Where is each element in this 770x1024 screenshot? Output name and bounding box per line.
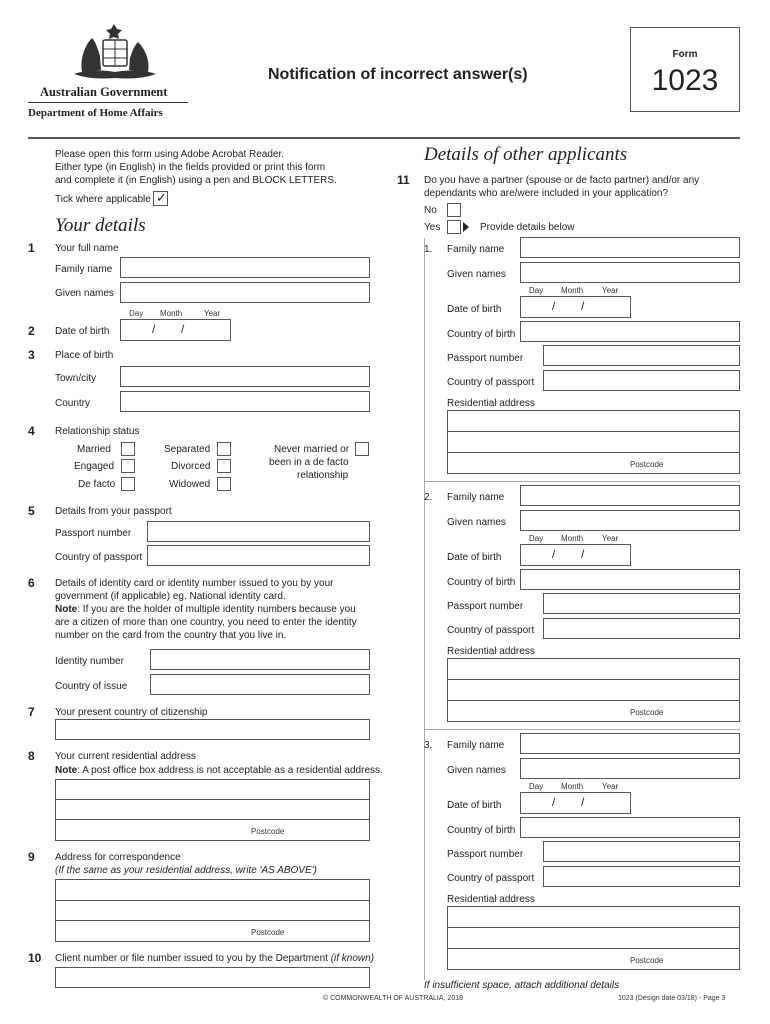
citizenship-input[interactable] — [55, 719, 370, 740]
q2-number: 2 — [28, 324, 35, 338]
applicant-1-residential-address-label: Residential address — [447, 398, 535, 409]
date-slash: / — [152, 322, 156, 336]
applicant-2-address-line-1[interactable] — [447, 658, 740, 680]
q7-label: Your present country of citizenship — [55, 707, 208, 718]
q6-line-2: government (if applicable) eg. National identity card. — [55, 591, 286, 602]
applicant-2-country-of-birth-label: Country of birth — [447, 577, 516, 588]
separated-label: Separated — [164, 444, 211, 455]
applicant-1-dob-input[interactable] — [520, 296, 631, 318]
yes-checkbox[interactable] — [447, 220, 461, 234]
q6-number: 6 — [28, 576, 35, 590]
q6-line-3 — [55, 604, 356, 615]
applicant-3-month-label: Month — [561, 782, 584, 791]
other-applicants-heading: Details of other applicants — [424, 144, 628, 165]
q9-number: 9 — [28, 850, 35, 864]
applicant-2-family-name-label: Family name — [447, 492, 505, 503]
applicant-3-dob-input[interactable] — [520, 792, 631, 814]
date-slash: / — [552, 547, 556, 561]
applicant-3-passport-number-label: Passport number — [447, 849, 524, 860]
insufficient-space-note: If insufficient space, attach additional details — [424, 980, 620, 991]
q5-number: 5 — [28, 504, 35, 518]
applicant-3-given-names-input[interactable] — [520, 758, 740, 779]
provide-details-label: Provide details below — [480, 222, 575, 233]
divorced-label: Divorced — [171, 461, 211, 472]
q2-label: Date of birth — [55, 326, 110, 337]
date-slash: / — [552, 299, 556, 313]
engaged-label: Engaged — [74, 461, 115, 472]
applicant-1-passport-number-label: Passport number — [447, 353, 524, 364]
applicant-2-year-label: Year — [602, 534, 619, 543]
q8-number: 8 — [28, 749, 35, 763]
date-slash: / — [581, 299, 585, 313]
date-slash: / — [581, 795, 585, 809]
applicant-2-dob-input[interactable] — [520, 544, 631, 566]
form-number-box — [630, 27, 740, 112]
client-number-input[interactable] — [55, 967, 370, 988]
q9-sub: (If the same as your residential address, write 'AS ABOVE') — [55, 865, 317, 876]
department-name: Department of Home Affairs — [28, 107, 163, 119]
q5-label: Details from your passport — [55, 506, 172, 517]
applicant-1-month-label: Month — [561, 286, 584, 295]
postcode-label: Postcode — [630, 708, 664, 717]
correspondence-address-line-2[interactable] — [55, 900, 370, 921]
identity-number-input[interactable] — [150, 649, 370, 670]
applicant-3-dob-label: Date of birth — [447, 800, 502, 811]
date-slash: / — [581, 547, 585, 561]
intro-line-1: Please open this form using Adobe Acrobat Reader. — [55, 149, 285, 160]
date-of-birth-input[interactable] — [120, 319, 231, 341]
applicant-3-country-of-birth-input[interactable] — [520, 817, 740, 838]
q9-label: Address for correspondence — [55, 852, 181, 863]
applicant-2-residential-address-label: Residential address — [447, 646, 535, 657]
country-of-birth-input[interactable] — [120, 391, 370, 412]
q3-label: Place of birth — [55, 350, 114, 361]
tick-mark: ✓ — [156, 190, 167, 205]
q1-label: Your full name — [55, 243, 119, 254]
q11-line-1: Do you have a partner (spouse or de facto partner) and/or any — [424, 175, 700, 186]
residential-address-line-2[interactable] — [55, 799, 370, 820]
applicant-2-country-of-birth-input[interactable] — [520, 569, 740, 590]
coat-of-arms-icon — [70, 22, 160, 84]
widowed-checkbox[interactable] — [217, 477, 231, 491]
applicant-3-family-name-input[interactable] — [520, 733, 740, 754]
widowed-label: Widowed — [169, 479, 211, 490]
postcode-label: Postcode — [251, 827, 285, 836]
intro-line-3: and complete it (in English) using a pen and BLOCK LETTERS. — [55, 175, 337, 186]
date-slash: / — [181, 322, 185, 336]
applicant-2-dob-label: Date of birth — [447, 552, 502, 563]
applicant-1-dob-label: Date of birth — [447, 304, 502, 315]
note-bold: Note — [55, 604, 78, 615]
dob-year-label: Year — [204, 309, 221, 318]
postcode-label: Postcode — [251, 928, 285, 937]
divorced-checkbox[interactable] — [217, 459, 231, 473]
applicant-2-passport-number-label: Passport number — [447, 601, 524, 612]
applicant-1-country-of-passport-label: Country of passport — [447, 377, 535, 388]
applicant-2-passport-number-input[interactable] — [543, 593, 740, 614]
applicant-1-address-line-3[interactable] — [447, 452, 740, 474]
applicant-1-given-names-label: Given names — [447, 269, 506, 280]
postcode-label: Postcode — [630, 460, 664, 469]
applicant-1-address-line-2[interactable] — [447, 431, 740, 453]
applicant-1-country-of-birth-input[interactable] — [520, 321, 740, 342]
q8-label: Your current residential address — [55, 751, 196, 762]
never-married-checkbox[interactable] — [355, 442, 369, 456]
page-info: 1023 (Design date 03/18) - Page 3 — [618, 995, 726, 1002]
never-married-label-3: relationship — [297, 470, 349, 481]
note-text: : A post office box address is not acceptable as a residential address. — [77, 765, 383, 776]
q6-line-4: are a citizen of more than one country, you need to enter the identity — [55, 617, 357, 628]
applicant-1-country-of-birth-label: Country of birth — [447, 329, 516, 340]
q10-number: 10 — [28, 951, 42, 965]
passport-number-input[interactable] — [147, 521, 370, 542]
applicant-1-country-of-passport-input[interactable] — [543, 370, 740, 391]
applicant-1-year-label: Year — [602, 286, 619, 295]
q4-number: 4 — [28, 424, 35, 438]
town-city-input[interactable] — [120, 366, 370, 387]
de-facto-checkbox[interactable] — [121, 477, 135, 491]
identity-number-label: Identity number — [55, 656, 124, 667]
copyright: © COMMONWEALTH OF AUSTRALIA, 2018 — [323, 995, 463, 1002]
applicant-2-address-line-3[interactable] — [447, 700, 740, 722]
q7-number: 7 — [28, 705, 35, 719]
applicant-1-family-name-label: Family name — [447, 244, 505, 255]
country-label: Country — [55, 398, 91, 409]
applicant-divider — [424, 481, 740, 482]
applicant-3-residential-address-label: Residential address — [447, 894, 535, 905]
q10-label-text: Client number or file number issued to you by the Department — [55, 953, 331, 964]
q10-label — [55, 953, 374, 964]
q1-number: 1 — [28, 241, 35, 255]
married-label: Married — [77, 444, 111, 455]
q11-line-2: dependants who are/were included in your application? — [424, 188, 669, 199]
country-of-issue-label: Country of issue — [55, 681, 128, 692]
country-of-issue-input[interactable] — [150, 674, 370, 695]
applicant-1-given-names-input[interactable] — [520, 262, 740, 283]
applicant-2-family-name-input[interactable] — [520, 485, 740, 506]
note-text: : If you are the holder of multiple identity numbers because you — [77, 604, 356, 615]
applicant-1-index: 1. — [424, 244, 433, 255]
dob-day-label: Day — [129, 309, 144, 318]
de-facto-label: De facto — [78, 479, 116, 490]
form-label: Form — [672, 49, 698, 60]
family-name-label: Family name — [55, 264, 113, 275]
header-divider — [28, 102, 188, 103]
column-divider — [424, 238, 425, 980]
applicant-3-country-of-passport-label: Country of passport — [447, 873, 535, 884]
applicant-1-day-label: Day — [529, 286, 544, 295]
given-names-label: Given names — [55, 288, 114, 299]
q3-number: 3 — [28, 348, 35, 362]
form-number: 1023 — [651, 64, 719, 97]
applicant-3-address-line-2[interactable] — [447, 927, 740, 949]
q6-line-1: Details of identity card or identity number issued to you by your — [55, 578, 334, 589]
no-label: No — [424, 205, 437, 216]
header-bottom-rule — [28, 137, 740, 139]
your-details-heading: Your details — [55, 215, 146, 236]
page-title: Notification of incorrect answer(s) — [268, 66, 528, 83]
q10-label-italic: (if known) — [330, 953, 375, 964]
married-checkbox[interactable] — [121, 442, 135, 456]
passport-number-label: Passport number — [55, 528, 132, 539]
no-checkbox[interactable] — [447, 203, 461, 217]
country-of-passport-label: Country of passport — [55, 552, 143, 563]
q4-label: Relationship status — [55, 426, 140, 437]
applicant-2-address-line-2[interactable] — [447, 679, 740, 701]
applicant-1-family-name-input[interactable] — [520, 237, 740, 258]
arrow-right-icon — [463, 222, 469, 232]
applicant-divider — [424, 729, 740, 730]
applicant-2-index: 2. — [424, 492, 433, 503]
country-of-passport-input[interactable] — [147, 545, 370, 566]
separated-checkbox[interactable] — [217, 442, 231, 456]
given-names-input[interactable] — [120, 282, 370, 303]
postcode-label: Postcode — [630, 956, 664, 965]
applicant-3-country-of-passport-input[interactable] — [543, 866, 740, 887]
date-slash: / — [552, 795, 556, 809]
gov-name: Australian Government — [40, 85, 168, 99]
applicant-3-family-name-label: Family name — [447, 740, 505, 751]
dob-month-label: Month — [160, 309, 183, 318]
town-city-label: Town/city — [55, 373, 97, 384]
applicant-1-passport-number-input[interactable] — [543, 345, 740, 366]
q6-line-5: number on the card from the country that you live in. — [55, 630, 287, 641]
note-bold: Note — [55, 765, 78, 776]
applicant-2-day-label: Day — [529, 534, 544, 543]
engaged-checkbox[interactable] — [121, 459, 135, 473]
tick-example-box — [153, 191, 168, 206]
applicant-3-address-line-1[interactable] — [447, 906, 740, 928]
applicant-3-day-label: Day — [529, 782, 544, 791]
q8-note — [55, 765, 383, 776]
yes-label: Yes — [424, 222, 441, 233]
applicant-3-year-label: Year — [602, 782, 619, 791]
correspondence-address-line-1[interactable] — [55, 879, 370, 901]
applicant-2-given-names-input[interactable] — [520, 510, 740, 531]
applicant-3-passport-number-input[interactable] — [543, 841, 740, 862]
family-name-input[interactable] — [120, 257, 370, 278]
residential-address-line-3[interactable] — [55, 819, 370, 841]
tick-instruction: Tick where applicable — [55, 194, 151, 205]
applicant-3-index: 3. — [424, 740, 433, 751]
applicant-2-country-of-passport-input[interactable] — [543, 618, 740, 639]
applicant-2-given-names-label: Given names — [447, 517, 506, 528]
applicant-3-address-line-3[interactable] — [447, 948, 740, 970]
applicant-2-country-of-passport-label: Country of passport — [447, 625, 535, 636]
q11-number: 11 — [397, 173, 410, 187]
applicant-3-given-names-label: Given names — [447, 765, 506, 776]
applicant-3-country-of-birth-label: Country of birth — [447, 825, 516, 836]
never-married-label-2: been in a de facto — [269, 457, 349, 468]
correspondence-address-line-3[interactable] — [55, 920, 370, 942]
intro-line-2: Either type (in English) in the fields provided or print this form — [55, 162, 326, 173]
never-married-label-1: Never married or — [274, 444, 350, 455]
applicant-1-address-line-1[interactable] — [447, 410, 740, 432]
residential-address-line-1[interactable] — [55, 779, 370, 800]
applicant-2-month-label: Month — [561, 534, 584, 543]
